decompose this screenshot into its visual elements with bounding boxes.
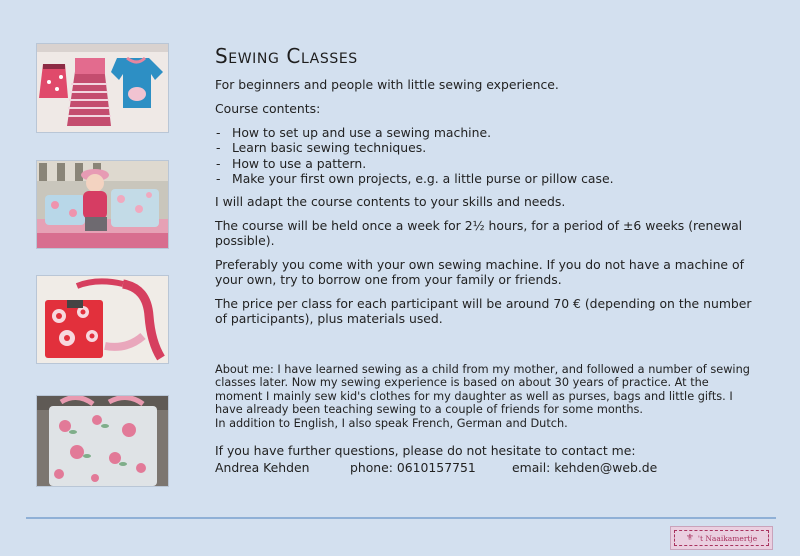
contact-details xyxy=(215,459,775,476)
course-contents-list xyxy=(215,125,755,186)
contact-name: Andrea Kehden xyxy=(215,460,310,475)
contact-prompt: If you have further questions, please do not hesitate to contact me: xyxy=(215,443,636,458)
list-item: - Learn basic sewing techniques. xyxy=(215,140,755,155)
contact-phone: phone: 0610157751 xyxy=(350,460,476,475)
schedule-text: The course will be held once a week for 2½ hours, for a period of ±6 weeks (renewal possible). xyxy=(215,218,743,249)
list-item: - Make your first own projects, e.g. a little purse or pillow case. xyxy=(215,171,755,186)
logo xyxy=(670,526,773,550)
list-item: - How to use a pattern. xyxy=(215,156,755,171)
logo-frame xyxy=(674,530,769,546)
about-me xyxy=(215,363,755,430)
divider xyxy=(26,517,776,519)
photo-floral-bag xyxy=(36,395,169,487)
intro-text: For beginners and people with little sewing experience. xyxy=(215,77,559,92)
adapt-text: I will adapt the course contents to your skills and needs. xyxy=(215,194,566,210)
contact-email[interactable]: email: kehden@web.de xyxy=(512,460,658,475)
main-content xyxy=(215,44,755,335)
list-item: - How to set up and use a sewing machine. xyxy=(215,125,755,140)
languages-text: In addition to English, I also speak French, German and Dutch. xyxy=(215,416,568,430)
course-contents-label: Course contents: xyxy=(215,101,321,116)
machine-text: Preferably you come with your own sewing machine. If you do not have a machine of your own, try to borrow one from your family or friends. xyxy=(215,257,744,288)
fleur-de-lis-icon: ⚜ xyxy=(685,533,694,543)
photo-child-sewing xyxy=(36,160,169,249)
contact-section xyxy=(215,442,775,476)
about-text: About me: I have learned sewing as a child from my mother, and followed a number of sewing classes later. Now my sewing experience is based on about 30 years of practice. At the moment I mainly sew kid's clothes for my daughter as well as purses, bags and little gifts. I have already been teaching sewing to a couple of friends for some months. xyxy=(215,363,750,417)
logo-text: 't Naaikamertje xyxy=(697,533,758,543)
price-text: The price per class for each participant will be around 70 € (depending on the number of participants), plus materials used. xyxy=(215,296,752,327)
photo-red-purse xyxy=(36,275,169,364)
photo-children-clothes xyxy=(36,43,169,133)
page-title: Sewing Classes xyxy=(215,44,358,68)
